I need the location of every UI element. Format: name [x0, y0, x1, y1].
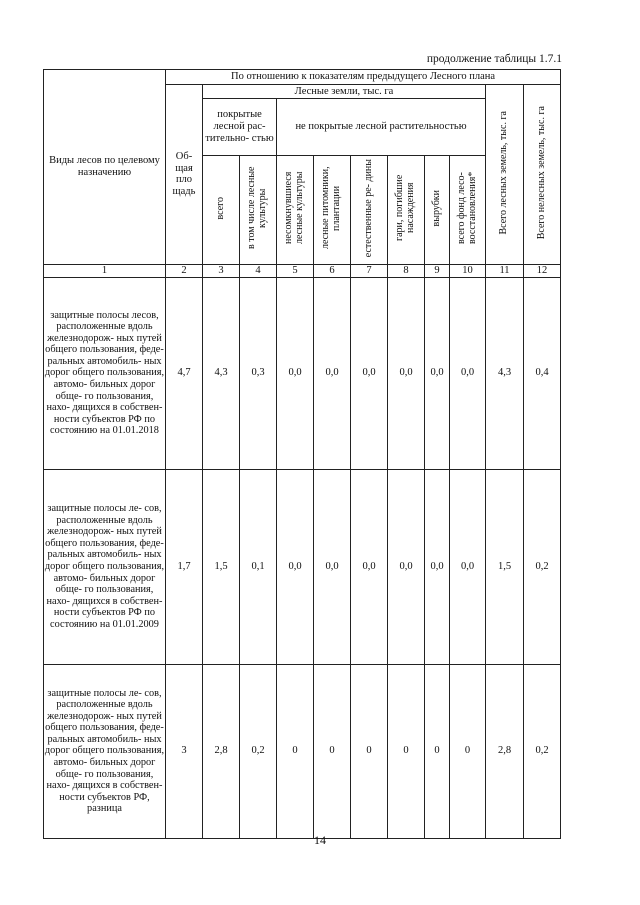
cell-value: 0,3 [240, 277, 277, 469]
cell-value: 0,0 [425, 469, 450, 664]
continuation-label: продолжение таблицы 1.7.1 [426, 53, 562, 65]
cell-value: 0,0 [425, 277, 450, 469]
header-relation: По отношению к показателям предыдущего Лесного плана [166, 70, 561, 85]
header-col-total: всего [203, 156, 240, 265]
cell-value: 2,8 [203, 664, 240, 838]
cell-value: 1,5 [203, 469, 240, 664]
header-col-cultures: в том числе лесные культуры [240, 156, 277, 265]
column-number: 9 [425, 264, 450, 277]
row-forest-type: защитные полосы ле- сов, расположенные вдоль железнодорож- ных путей общего пользования, феде- ральных автомобиль- ных дорог общего пользования, автомо- бильных дорог обще- го пользования, нахо- дящихся в собствен- ности субъектов РФ по состоянию на 01.01.2009 [44, 469, 166, 664]
cell-value: 0 [388, 664, 425, 838]
column-number: 8 [388, 264, 425, 277]
header-total-forest-lands: Всего лесных земель, тыс. га [486, 85, 524, 265]
cell-value: 0,0 [388, 277, 425, 469]
header-col-burned: гари, погибшие насаждения [388, 156, 425, 265]
cell-value: 0,2 [240, 664, 277, 838]
cell-value: 0,0 [351, 277, 388, 469]
column-number: 2 [166, 264, 203, 277]
row-forest-type: защитные полосы лесов, расположенные вдоль железнодорож- ных путей общего пользования, феде- ральных автомобиль- ных дорог общего пользования, автомо- бильных дорог обще- го пользования, нахо- дящихся в собствен- ности субъектов РФ по состоянию на 01.01.2018 [44, 277, 166, 469]
cell-value: 4,3 [486, 277, 524, 469]
header-col-clearcuts: вырубки [425, 156, 450, 265]
header-col-nurseries: лесные питомники, плантации [314, 156, 351, 265]
cell-value: 1,7 [166, 469, 203, 664]
row-forest-type: защитные полосы ле- сов, расположенные вдоль железнодорож- ных путей общего пользования, феде- ральных автомобиль- ных дорог общего пользования, автомо- бильных дорог обще- го пользования, нахо- дящихся в собствен- ности субъектов РФ, разница [44, 664, 166, 838]
header-col-unclosed: несомкнувшиеся лесные культуры [277, 156, 314, 265]
header-not-covered: не покрытые лесной растительностью [277, 99, 486, 156]
header-forest-types: Виды лесов по целевому назначению [44, 70, 166, 265]
column-number-row [44, 264, 561, 277]
column-number: 11 [486, 264, 524, 277]
column-number: 4 [240, 264, 277, 277]
cell-value: 1,5 [486, 469, 524, 664]
cell-value: 0,4 [524, 277, 561, 469]
cell-value: 4,3 [203, 277, 240, 469]
cell-value: 0,0 [314, 469, 351, 664]
column-number: 6 [314, 264, 351, 277]
cell-value: 2,8 [486, 664, 524, 838]
page-number: 14 [314, 833, 326, 847]
cell-value: 0,2 [524, 664, 561, 838]
cell-value: 4,7 [166, 277, 203, 469]
header-total-area: Об- щая пло щадь [166, 85, 203, 265]
cell-value: 0,0 [450, 277, 486, 469]
cell-value: 0,0 [388, 469, 425, 664]
cell-value: 0,0 [351, 469, 388, 664]
column-number: 1 [44, 264, 166, 277]
header-forest-lands: Лесные земли, тыс. га [203, 85, 486, 99]
cell-value: 0 [450, 664, 486, 838]
header-covered: покрытые лесной рас- тительно- стью [203, 99, 277, 156]
cell-value: 0 [277, 664, 314, 838]
header-col-reforestation: всего фонд лесо- восстановления* [450, 156, 486, 265]
cell-value: 0 [314, 664, 351, 838]
header-total-nonforest-lands: Всего нелесных земель, тыс. га [524, 85, 561, 265]
column-number: 12 [524, 264, 561, 277]
cell-value: 0 [425, 664, 450, 838]
column-number: 7 [351, 264, 388, 277]
column-number: 5 [277, 264, 314, 277]
column-number: 3 [203, 264, 240, 277]
cell-value: 0,0 [277, 469, 314, 664]
cell-value: 0,1 [240, 469, 277, 664]
cell-value: 3 [166, 664, 203, 838]
cell-value: 0 [351, 664, 388, 838]
table-row [44, 664, 561, 838]
column-number: 10 [450, 264, 486, 277]
table-row [44, 277, 561, 469]
cell-value: 0,2 [524, 469, 561, 664]
table-row [44, 469, 561, 664]
cell-value: 0,0 [277, 277, 314, 469]
cell-value: 0,0 [314, 277, 351, 469]
forest-land-table [43, 69, 561, 839]
header-col-natural-sparse: естественные ре- дины [351, 156, 388, 265]
cell-value: 0,0 [450, 469, 486, 664]
